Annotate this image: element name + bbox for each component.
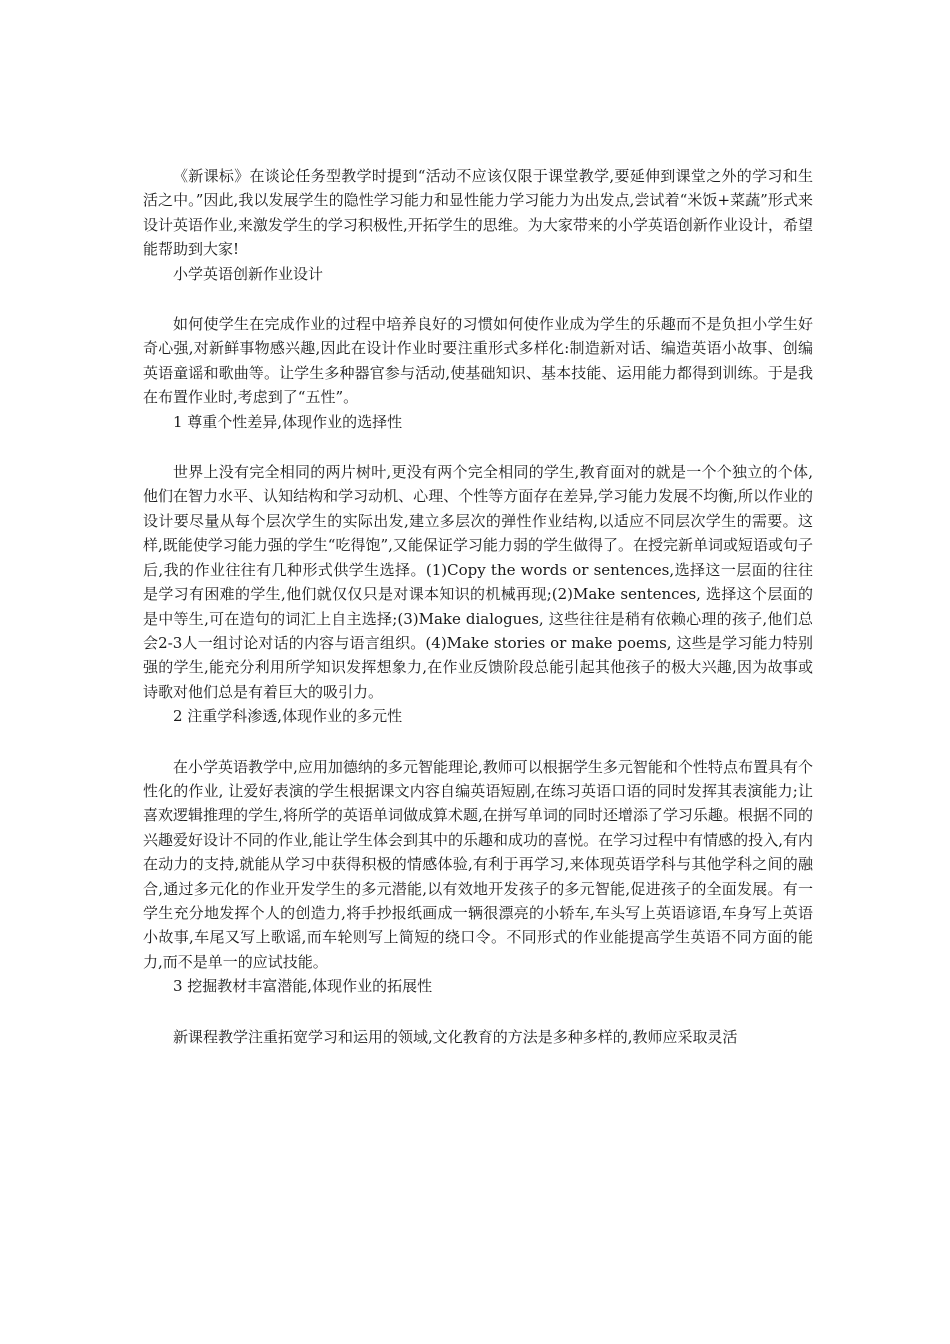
section-heading-2: 2 注重学科渗透,体现作业的多元性 [173, 707, 403, 726]
paragraph-overview: 如何使学生在完成作业的过程中培养良好的习惯如何使作业成为学生的乐趣而不是负担小学生好奇心强,对新鲜事物感兴趣,因此在设计作业时要注重形式多样化:制造新对话、编造英语小故事、创编英语童谣和歌曲等。让学生多种器官参与活动,使基础知识、基本技能、运用能力都得到训练。于是我在布置作业时,考虑到了“五性”。 [143, 315, 813, 407]
intro-paragraph: 《新课标》在谈论任务型教学时提到“活动不应该仅限于课堂教学,要延伸到课堂之外的学习和生活之中。”因此,我以发展学生的隐性学习能力和显性能力学习能力为出发点,尝试着“米饭+菜蔬”形式来设计英语作业,来激发学生的学习积极性,开拓学生的思维。为大家带来的小学英语创新作业设计，希望能帮助到大家! [143, 167, 813, 259]
paragraph-section-3: 新课程教学注重拓宽学习和运用的领域,文化教育的方法是多种多样的,教师应采取灵活 [173, 1027, 738, 1046]
paragraph-section-1: 世界上没有完全相同的两片树叶,更没有两个完全相同的学生,教育面对的就是一个个独立的个体,他们在智力水平、认知结构和学习动机、心理、个性等方面存在差异,学习能力发展不均衡,所以作业的设计要尽量从每个层次学生的实际出发,建立多层次的弹性作业结构,以适应不同层次学生的需要。这样,既能使学习能力强的学生“吃得饱”,又能保证学习能力弱的学生做得了。在授完新单词或短语或句子后,我的作业往往有几种形式供学生选择。(1)Copy the words or sentences,选择这一层面的往往是学习有困难的学生,他们就仅仅只是对课本知识的机械再现;(2)Make sentences, 选择这个层面的是中等生,可在造句的词汇上自主选择;(3)Make dialogues, 这些往往是稍有依赖心理的孩子,他们总会2-3人一组讨论对话的内容与语言组织。(4)Make stories or make poems, 这些是学习能力特别强的学生,能充分利用所学知识发挥想象力,在作业反馈阶段总能引起其他孩子的极大兴趣,因为故事或诗歌对他们总是有着巨大的吸引力。 [143, 463, 813, 701]
document-body [143, 164, 813, 1049]
paragraph-section-2: 在小学英语教学中,应用加德纳的多元智能理论,教师可以根据学生多元智能和个性特点布置具有个性化的作业, 让爱好表演的学生根据课文内容自编英语短剧,在练习英语口语的同时发挥其表演能力;让喜欢逻辑推理的学生,将所学的英语单词做成算术题,在拼写单词的同时还增添了学习乐趣。根据不同的兴趣爱好设计不同的作业,能让学生体会到其中的乐趣和成功的喜悦。在学习过程中有情感的投入,有内在动力的支持,就能从学习中获得积极的情感体验,有利于再学习,来体现英语学科与其他学科之间的融合,通过多元化的作业开发学生的多元潜能,以有效地开发孩子的多元智能,促进孩子的全面发展。有一学生充分地发挥个人的创造力,将手抄报纸画成一辆很漂亮的小轿车,车头写上英语谚语,车身写上英语小故事,车尾又写上歌谣,而车轮则写上简短的绕口令。不同形式的作业能提高学生英语不同方面的能力,而不是单一的应试技能。 [143, 757, 813, 971]
article-title: 小学英语创新作业设计 [173, 264, 324, 283]
section-heading-1: 1 尊重个性差异,体现作业的选择性 [173, 412, 403, 431]
section-heading-3: 3 挖掘教材丰富潜能,体现作业的拓展性 [173, 977, 433, 996]
